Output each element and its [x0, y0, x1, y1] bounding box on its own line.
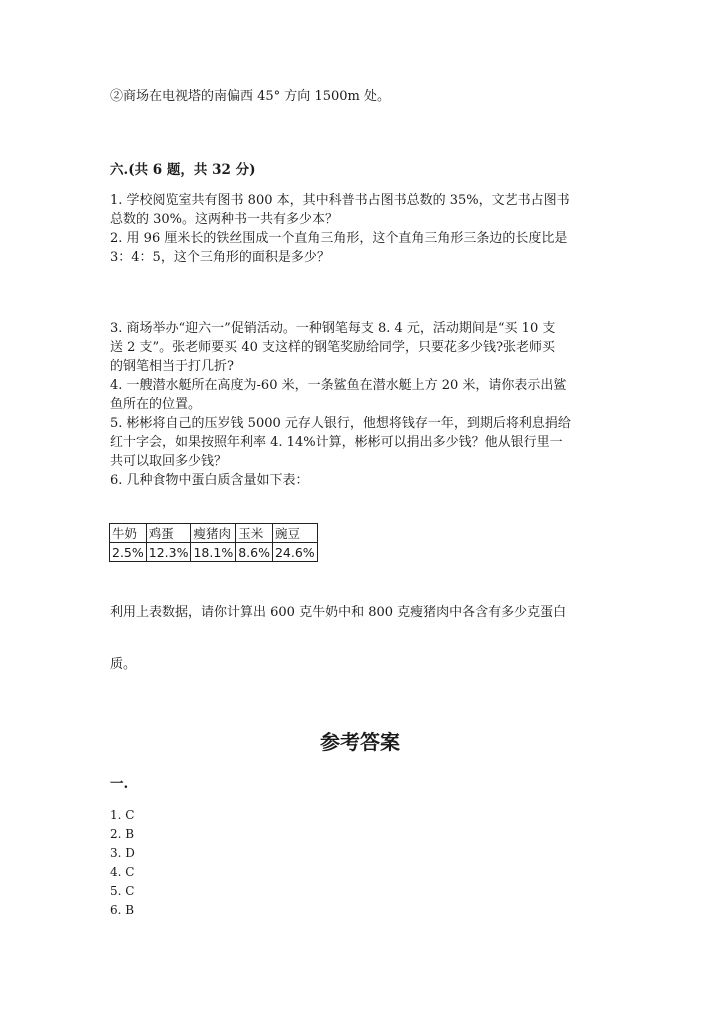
- question-1-line-2: 总数的 30%。这两种书一共有多少本？: [110, 212, 339, 227]
- answer-item: 5. C: [110, 884, 135, 898]
- question-4-line-2: 鱼所在的位置。: [110, 397, 202, 412]
- question-4-line-1: 4. 一艘潜水艇所在高度为-60 米，一条鲨鱼在潜水艇上方 20 米，请你表示出鲨: [110, 378, 567, 393]
- table-value-cell: 24.6%: [272, 543, 317, 562]
- question-5-line-3: 共可以取回多少钱？: [110, 454, 228, 469]
- section-6-title: 六.(共 6 题，共 32 分): [110, 162, 256, 178]
- protein-table: [109, 523, 318, 562]
- table-value-cell: 8.6%: [236, 543, 273, 562]
- table-header-cell: 玉米: [236, 524, 273, 543]
- answers-title: 参考答案: [320, 730, 400, 754]
- table-header-cell: 牛奶: [110, 524, 147, 543]
- question-3-line-3: 的钢笔相当于打几折?: [110, 359, 234, 374]
- table-header-cell: 瘦猪肉: [191, 524, 236, 543]
- question-3-line-2: 送 2 支”。张老师要买 40 支这样的钢笔奖励给同学，只要花多少钱?张老师买: [110, 340, 555, 355]
- answers-section-1-title: 一.: [110, 776, 129, 792]
- answer-item: 3. D: [110, 846, 135, 860]
- question-3-line-1: 3. 商场举办“迎六一”促销活动。一种钢笔每支 8. 4 元，活动期间是“买 10 支: [110, 321, 556, 336]
- question-1-line-1: 1. 学校阅览室共有图书 800 本，其中科普书占图书总数的 35%，文艺书占图书: [110, 193, 570, 208]
- table-header-cell: 鸡蛋: [146, 524, 191, 543]
- answer-item: 4. C: [110, 865, 135, 879]
- table-value-cell: 2.5%: [110, 543, 147, 562]
- question-6-follow-line-1: 利用上表数据，请你计算出 600 克牛奶中和 800 克瘦猪肉中各含有多少克蛋白: [110, 605, 567, 620]
- table-value-cell: 12.3%: [146, 543, 191, 562]
- question-5-line-1: 5. 彬彬将自己的压岁钱 5000 元存人银行，他想将钱存一年，到期后将利息捐给: [110, 416, 571, 431]
- question-5-line-2: 红十字会，如果按照年利率 4. 14%计算，彬彬可以捐出多少钱？他从银行里一: [110, 435, 563, 450]
- table-value-cell: 18.1%: [191, 543, 236, 562]
- question-2-line-1: 2. 用 96 厘米长的铁丝围成一个直角三角形，这个直角三角形三条边的长度比是: [110, 231, 568, 246]
- answer-item: 2. B: [110, 827, 135, 841]
- question-6-follow-line-2: 质。: [110, 657, 137, 672]
- answer-item: 1. C: [110, 808, 135, 822]
- answer-item: 6. B: [110, 903, 135, 917]
- question-2-line-2: 3：4：5，这个三角形的面积是多少？: [110, 250, 330, 265]
- table-header-cell: 豌豆: [272, 524, 317, 543]
- intro-line: ②商场在电视塔的南偏西 45° 方向 1500m 处。: [110, 89, 390, 104]
- question-6-line: 6. 几种食物中蛋白质含量如下表：: [110, 473, 309, 488]
- table-header-row: [110, 524, 318, 543]
- table-value-row: [110, 543, 318, 562]
